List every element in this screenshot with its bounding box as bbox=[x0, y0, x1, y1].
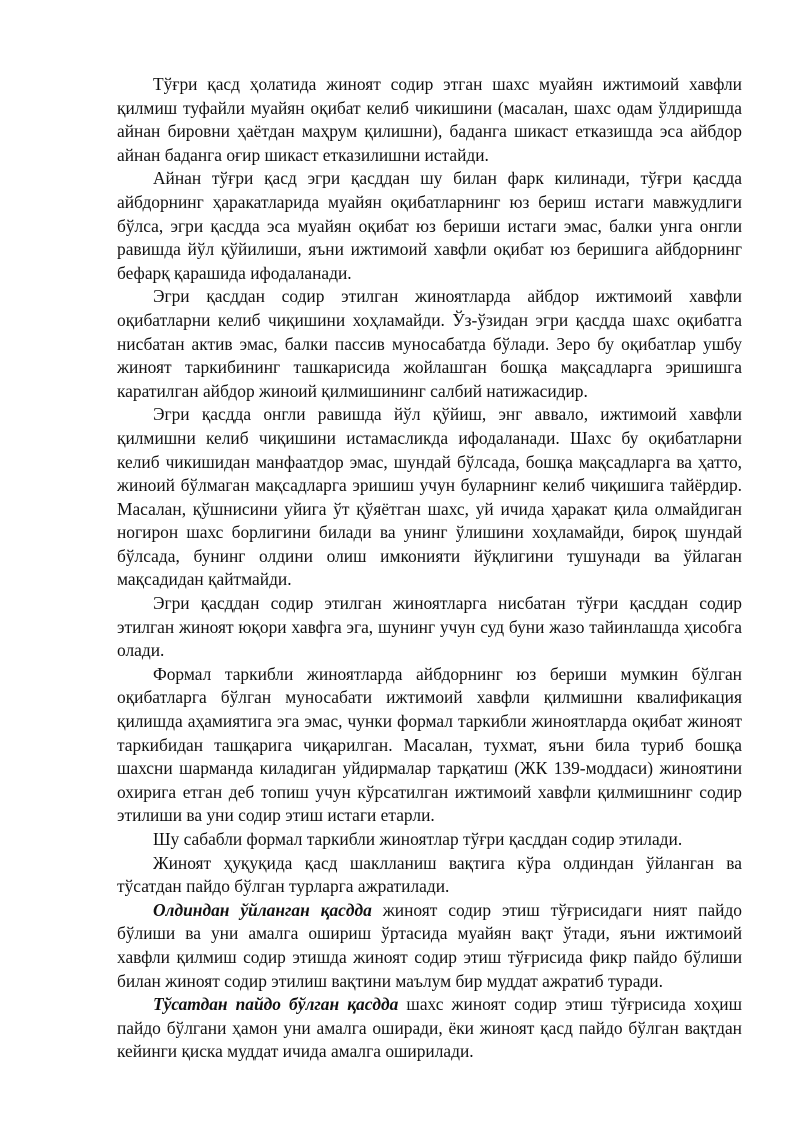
paragraph-direct-vs-indirect bbox=[117, 167, 742, 285]
paragraph-text: Эгри қасддан содир этилган жиноятларга нисбатан тўғри қасддан содир этилган жиноят юқори хавфга эга, шунинг учун суд буни жазо тайинлашда ҳисобга олади. bbox=[117, 593, 742, 661]
paragraph-text: Шу сабабли формал таркибли жиноятлар тўғри қасддан содир этилади. bbox=[153, 829, 683, 849]
paragraph-text: Формал таркибли жиноятларда айбдорнинг юз бериши мумкин бўлган оқибатларга бўлган муносабати ижтимоий хавфли қилмишни квалификация қилишда аҳамиятига эга эмас, чунки формал таркибли жиноятларда оқибат жиноят таркибидан ташқарига чиқарилган. Масалан, тухмат, яъни била туриб бошқа шахсни шарманда киладиган уйдирмалар тарқатиш (ЖК 139-моддаси) жиноятини охирига етган деб топиш учун кўрсатилган ижтимоий хавфли қилмишнинг содир этилиши ва уни содир этиш истаги етарли. bbox=[117, 663, 742, 826]
paragraph-higher-danger bbox=[117, 592, 742, 663]
paragraph-text: Айнан тўғри қасд эгри қасддан шу билан фарк килинади, тўғри қасдда айбдорнинг ҳаракатларида муайян оқибатларнинг юз бериш истаги мавжудлиги бўлса, эгри қасдда эса муайян оқибат юз бериши истаги эмас, балки унга онгли равишда йўл қўйилиши, яъни ижтимоий хавфли оқибат юз беришига айбдорнинг бефарқ қарашида ифодаланади. bbox=[117, 168, 742, 283]
paragraph-text: Жиноят ҳуқуқида қасд шаклланиш вақтига кўра олдиндан ўйланган ва тўсатдан пайдо бўлган турларга ажратилади. bbox=[117, 852, 742, 897]
paragraph-text: жиноят содир этиш тўғрисидаги ният пайдо бўлиши ва уни амалга ошириш ўртасида муайян вақт ўтади, яъни ижтимоий хавфли қилмиш содир этишда жиноят содир этиш тўғрисида фикр пайдо бўлиши билан жиноят содир этилиш вақтини маълум бир муддат ажратиб туради. bbox=[117, 899, 742, 991]
document-page bbox=[117, 73, 742, 1064]
paragraph-direct-intent bbox=[117, 73, 742, 167]
term-premeditated: Олдиндан ўйланган қасдда bbox=[153, 899, 372, 920]
paragraph-formal-direct bbox=[117, 828, 742, 852]
paragraph-text: Эгри қасддан содир этилган жиноятларда айбдор ижтимоий хавфли оқибатларни келиб чиқишини хоҳламайди. Ўз-ўзидан эгри қасдда шахс оқибатга нисбатан актив эмас, балки пассив муносабатда бўлади. Зеро бу оқибатлар ушбу жиноят таркибининг ташкарисида жойлашган бошқа мақсадларга эришишга каратилган айбдор жиноий қилмишининг салбий натижасидир. bbox=[117, 286, 742, 401]
paragraph-text: Эгри қасдда онгли равишда йўл қўйиш, энг аввало, ижтимоий хавфли қилмишни келиб чиқишини истамасликда ифодаланади. Шахс бу оқибатларни келиб чикишидан манфаатдор эмас, шундай бўлсада, бошқа мақсадларга ва ҳатто, жиноий бўлмаган мақсадларга эришиш учун буларнинг келиб чиқишига тайёрдир. Масалан, қўшнисини уйига ўт қўяётган шахс, уй ичида ҳаракат қила олмайдиган ногирон шахс борлигини билади ва унинг ўлишини хоҳламайди, бироқ шундай бўлсада, бунинг олдини олиш имконияти йўқлигини тушунади ва ўйлаган мақсадидан қайтмайди. bbox=[117, 404, 742, 590]
paragraph-intent-types bbox=[117, 852, 742, 899]
paragraph-formal-crimes bbox=[117, 663, 742, 828]
paragraph-text: Тўғри қасд ҳолатида жиноят содир этган шахс муайян ижтимоий хавфли қилмиш туфайли муайян оқибат келиб чикишини (масалан, шахс одам ўлдиришда айнан бировни ҳаётдан маҳрум қилишни), баданга шикаст етказишда эса айбдор айнан баданга оғир шикаст етказилишни истайди. bbox=[117, 74, 742, 165]
paragraph-sudden bbox=[117, 993, 742, 1064]
paragraph-conscious-allowance bbox=[117, 403, 742, 592]
term-sudden: Тўсатдан пайдо бўлган қасдда bbox=[153, 994, 399, 1015]
paragraph-text: шахс жиноят содир этиш тўғрисида хоҳиш пайдо бўлгани ҳамон уни амалга оширади, ёки жиноят қасд пайдо бўлган вақтдан кейинги қиска муддат ичида амалга оширилади. bbox=[117, 994, 742, 1062]
paragraph-premeditated bbox=[117, 899, 742, 993]
paragraph-indirect-intent bbox=[117, 285, 742, 403]
